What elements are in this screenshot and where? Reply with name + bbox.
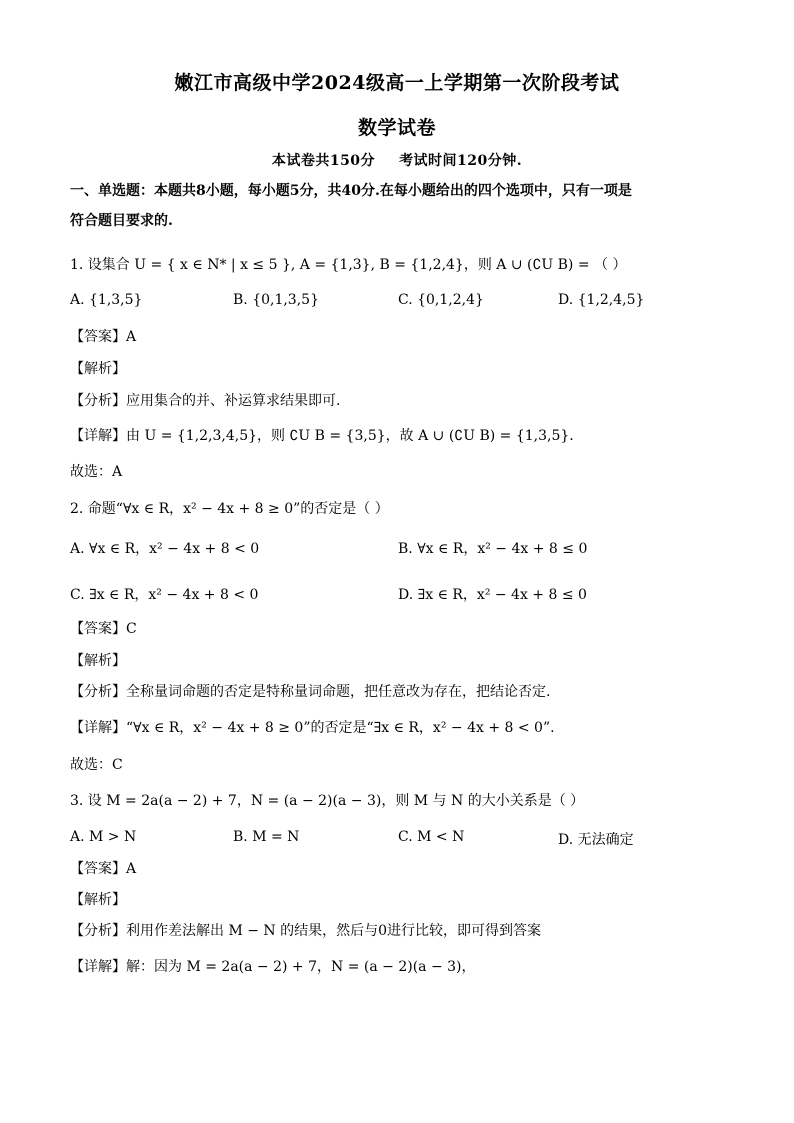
q3-detail-text: 解：因为 M = 2a(a − 2) + 7，N = (a − 2)(a − 3)， [126, 959, 476, 975]
q3-option-b: B. M = N [233, 829, 300, 845]
exam-info [0, 150, 794, 170]
q1-analysis-label: 【解析】 [70, 361, 126, 377]
q3-option-c: C. M < N [398, 829, 465, 845]
q2-stem: 2. 命题“∀x ∈ R，x² − 4x + 8 ≥ 0”的否定是（ ） [70, 501, 389, 517]
q3-detail-label: 【详解】 [70, 959, 126, 975]
q3-answer-label: 【答案】 [70, 861, 126, 877]
q3-analysis-label: 【解析】 [70, 892, 126, 908]
q3-option-a: A. M > N [70, 829, 137, 845]
q1-fenxi-label: 【分析】 [70, 393, 126, 409]
q3-detail [70, 958, 730, 976]
q1-fenxi [70, 392, 730, 410]
q2-option-b: B. ∀x ∈ R，x² − 4x + 8 ≤ 0 [398, 541, 588, 557]
q1-option-b: B. {0,1,3,5} [233, 292, 319, 308]
exam-title: 嫩江市高级中学2024级高一上学期第一次阶段考试 [174, 72, 620, 94]
q2-answer-label: 【答案】 [70, 621, 126, 637]
q2-fenxi [70, 683, 730, 701]
section-heading-line2: 符合题目要求的. [70, 213, 173, 229]
q2-option-a: A. ∀x ∈ R，x² − 4x + 8 < 0 [70, 541, 260, 557]
q1-option-c: C. {0,1,2,4} [398, 292, 484, 308]
exam-score-info: 本试卷共150分 [271, 153, 376, 169]
q2-answer-value: C [126, 621, 137, 637]
q2-analysis-label: 【解析】 [70, 653, 126, 669]
exam-subtitle: 数学试卷 [357, 117, 436, 139]
q3-answer [70, 860, 730, 878]
q3-option-d: D. 无法确定 [558, 832, 634, 848]
q1-option-d: D. {1,2,4,5} [558, 292, 645, 308]
q1-answer-value: A [126, 329, 137, 345]
q3-stem: 3. 设 M = 2a(a − 2) + 7，N = (a − 2)(a − 3)，则 M 与 N 的大小关系是（ ） [70, 793, 585, 809]
q2-detail-text: “∀x ∈ R，x² − 4x + 8 ≥ 0”的否定是“∃x ∈ R，x² − 4x + 8 < 0”. [126, 720, 555, 736]
q2-choice: 故选：C [70, 757, 123, 773]
q2-fenxi-text: 全称量词命题的否定是特称量词命题，把任意改为存在，把结论否定. [126, 684, 551, 700]
q2-fenxi-label: 【分析】 [70, 684, 126, 700]
q1-answer [70, 328, 730, 346]
q3-fenxi-text: 利用作差法解出 M − N 的结果，然后与0进行比较，即可得到答案 [126, 923, 542, 939]
q2-option-c: C. ∃x ∈ R，x² − 4x + 8 < 0 [70, 587, 259, 603]
q1-detail-label: 【详解】 [70, 428, 126, 444]
q1-option-a: A. {1,3,5} [70, 292, 143, 308]
q1-answer-label: 【答案】 [70, 329, 126, 345]
q1-choice: 故选：A [70, 464, 123, 480]
q2-option-d: D. ∃x ∈ R，x² − 4x + 8 ≤ 0 [398, 587, 587, 603]
q3-fenxi [70, 922, 730, 940]
q1-fenxi-text: 应用集合的并、补运算求结果即可. [126, 393, 341, 409]
q2-detail-label: 【详解】 [70, 720, 126, 736]
q3-fenxi-label: 【分析】 [70, 923, 126, 939]
exam-time-info: 考试时间120分钟. [399, 153, 523, 169]
q1-detail-text: 由 U = {1,2,3,4,5}，则 ∁U B = {3,5}，故 A ∪ (∁U B) = {1,3,5}. [126, 428, 574, 444]
section-heading-line1: 一、单选题：本题共8小题，每小题5分，共40分.在每小题给出的四个选项中，只有一项是 [70, 183, 632, 199]
q1-detail [70, 427, 730, 445]
q1-stem: 1. 设集合 U = { x ∈ N* | x ≤ 5 }, A = {1,3}, B = {1,2,4}，则 A ∪ (∁U B) = （ ） [70, 257, 627, 273]
q2-detail [70, 719, 730, 737]
q3-answer-value: A [126, 861, 137, 877]
q2-answer [70, 620, 730, 638]
